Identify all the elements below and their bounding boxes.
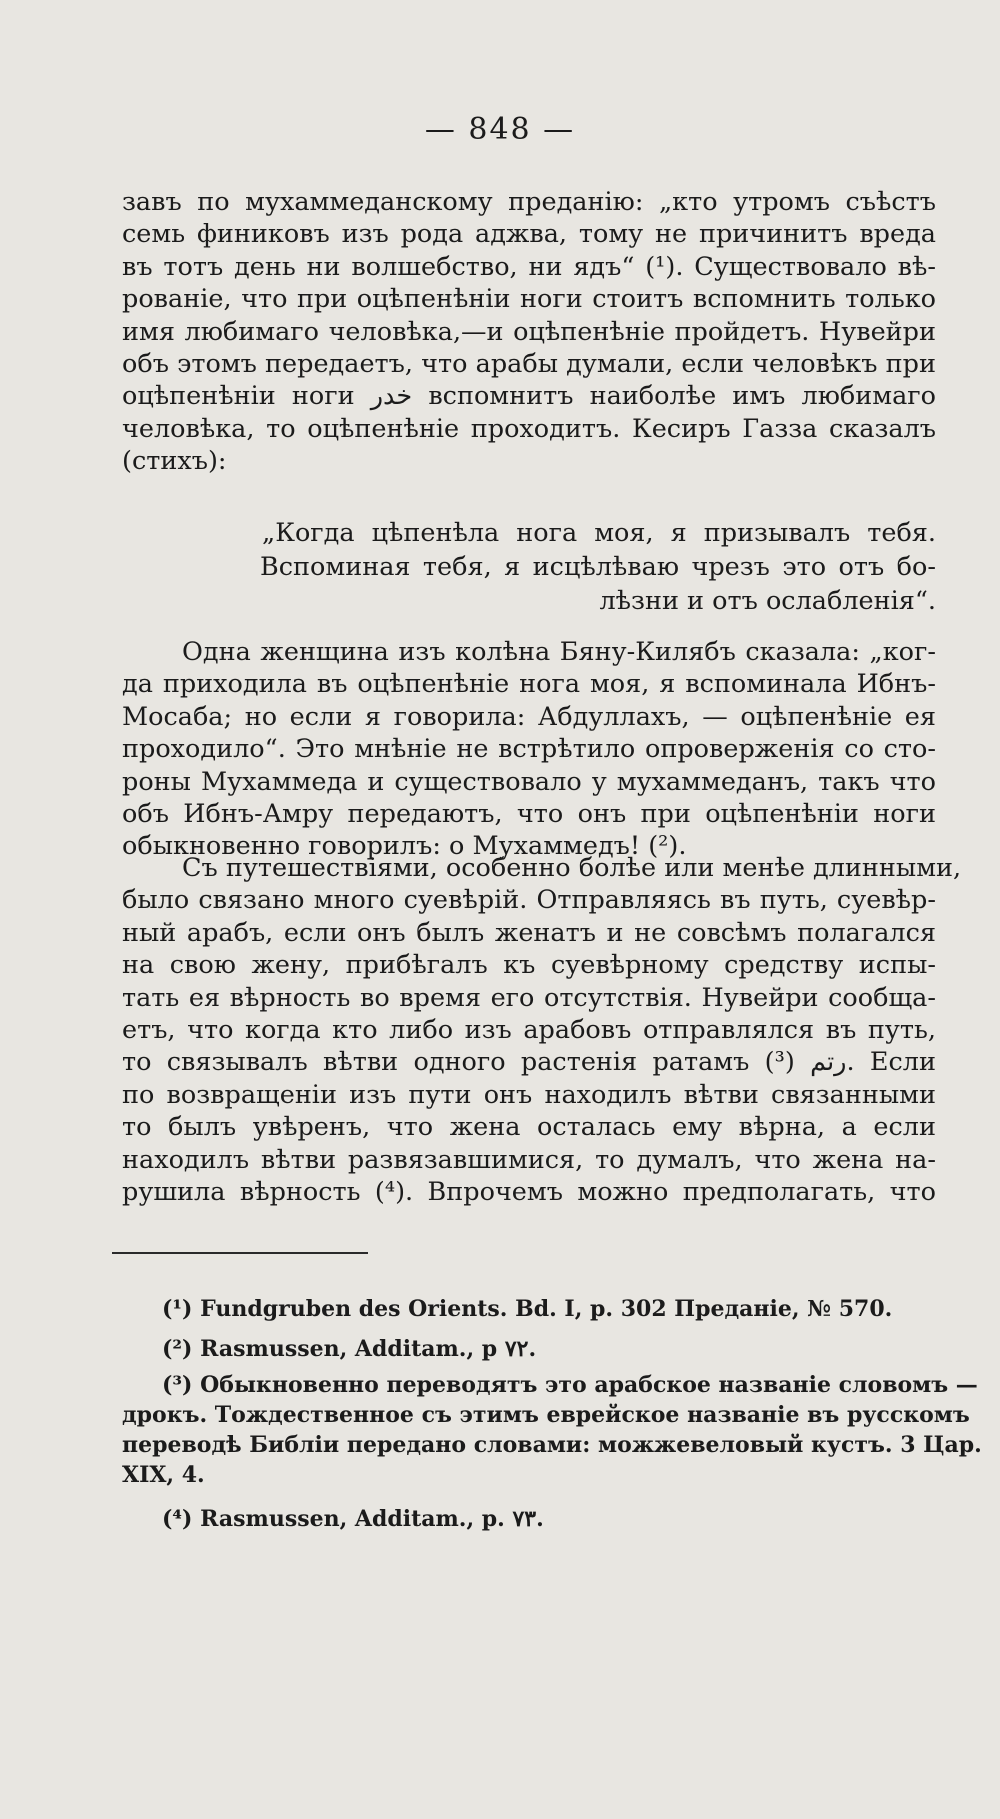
footnote-text: (³) Обыкновенно переводятъ это арабское названіе словомъ — bbox=[162, 1372, 978, 1398]
text-line: на свою жену, прибѣгалъ къ суевѣрному средству испы- bbox=[122, 950, 936, 981]
text-line: Съ путешествіями, особенно болѣе или менѣе длинными, bbox=[182, 853, 962, 883]
paragraph-3 bbox=[122, 852, 962, 1208]
footnote-text: (⁴) Rasmussen, Additam., p. ٧٣. bbox=[162, 1506, 544, 1532]
verse-line: Вспоминая тебя, я исцѣлѣваю чрезъ это отъ бо- bbox=[260, 552, 936, 582]
footnote-text: переводѣ Библіи передано словами: можжевеловый кустъ. 3 Цар. bbox=[122, 1432, 982, 1458]
text-line: Одна женщина изъ колѣна Бяну-Килябъ сказала: „ког- bbox=[182, 637, 936, 667]
footnote-4 bbox=[122, 1504, 914, 1534]
text-line: завъ по мухаммеданскому преданію: „кто утромъ съѣстъ bbox=[122, 187, 936, 217]
paragraph-1 bbox=[122, 186, 936, 478]
text-line: оцѣпенѣніи ноги خدر вспомнитъ наиболѣе имъ любимаго bbox=[122, 381, 936, 412]
text-line: етъ, что когда кто либо изъ арабовъ отправлялся въ путь, bbox=[122, 1015, 936, 1046]
footnote-text: (¹) Fundgruben des Orients. Bd. I, p. 302 Преданіе, № 570. bbox=[162, 1296, 893, 1322]
text-line: проходило“. Это мнѣніе не встрѣтило опроверженія со сто- bbox=[122, 734, 936, 765]
text-line: имя любимаго человѣка,—и оцѣпенѣніе пройдетъ. Нувейри bbox=[122, 316, 936, 347]
page-number: — 848 — bbox=[424, 112, 576, 147]
footnote-divider bbox=[112, 1252, 368, 1254]
text-line: то связывалъ вѣтви одного растенія ратамъ رتم (³). Если bbox=[122, 1047, 936, 1078]
text-line: рушила вѣрность (⁴). Впрочемъ можно предполагать, что bbox=[122, 1177, 936, 1208]
text-line: объ этомъ передаетъ, что арабы думали, если человѣкъ при bbox=[122, 349, 936, 380]
text-line: ный арабъ, если онъ былъ женатъ и не совсѣмъ полагался bbox=[122, 917, 936, 948]
text-line: объ Ибнъ-Амру передаютъ, что онъ при оцѣпенѣніи ноги bbox=[122, 799, 936, 830]
text-line: рованіе, что при оцѣпенѣніи ноги стоитъ вспомнить только bbox=[122, 284, 936, 315]
footnote-text: (²) Rasmussen, Additam., p ٧٢. bbox=[162, 1336, 537, 1362]
text-line: было связано много суевѣрій. Отправляясь въ путь, суевѣр- bbox=[122, 885, 936, 916]
footnote-2 bbox=[122, 1334, 914, 1364]
text-line: находилъ вѣтви развязавшимися, то думалъ, что жена на- bbox=[122, 1144, 936, 1175]
paragraph-2 bbox=[122, 636, 936, 863]
text-line: да приходила въ оцѣпенѣніе нога моя, я вспоминала Ибнъ- bbox=[122, 669, 936, 700]
text-line: семь финиковъ изъ рода аджва, тому не причинитъ вреда bbox=[122, 219, 936, 250]
text-line: въ тотъ день ни волшебство, ни ядъ“ (¹). Существовало вѣ- bbox=[122, 251, 936, 282]
text-line: Мосаба; но если я говорила: Абдуллахъ, — оцѣпенѣніе ея bbox=[122, 701, 936, 732]
footnote-1 bbox=[122, 1294, 914, 1324]
text-line: тать ея вѣрность во время его отсутствія. Нувейри сообща- bbox=[122, 982, 936, 1013]
text-line: роны Мухаммеда и существовало у мухаммеданъ, такъ что bbox=[122, 766, 936, 797]
footnote-3 bbox=[122, 1370, 982, 1490]
footnote-text: XIX, 4. bbox=[122, 1462, 205, 1488]
footnote-text: дрокъ. Тождественное съ этимъ еврейское названіе въ русскомъ bbox=[122, 1402, 970, 1428]
text-line: обыкновенно говорилъ: о Мухаммедъ! (²). bbox=[122, 831, 687, 862]
verse-quote bbox=[122, 516, 936, 618]
text-line: по возвращеніи изъ пути онъ находилъ вѣтви связанными bbox=[122, 1079, 936, 1110]
text-line: то былъ увѣренъ, что жена осталась ему вѣрна, а если bbox=[122, 1112, 936, 1143]
verse-line: „Когда цѣпенѣла нога моя, я призывалъ тебя. bbox=[262, 518, 936, 548]
text-line: (стихъ): bbox=[122, 446, 227, 477]
text-line: человѣка, то оцѣпенѣніе проходитъ. Кесиръ Газза сказалъ bbox=[122, 413, 936, 444]
verse-line: лѣзни и отъ ослабленія“. bbox=[599, 586, 936, 616]
